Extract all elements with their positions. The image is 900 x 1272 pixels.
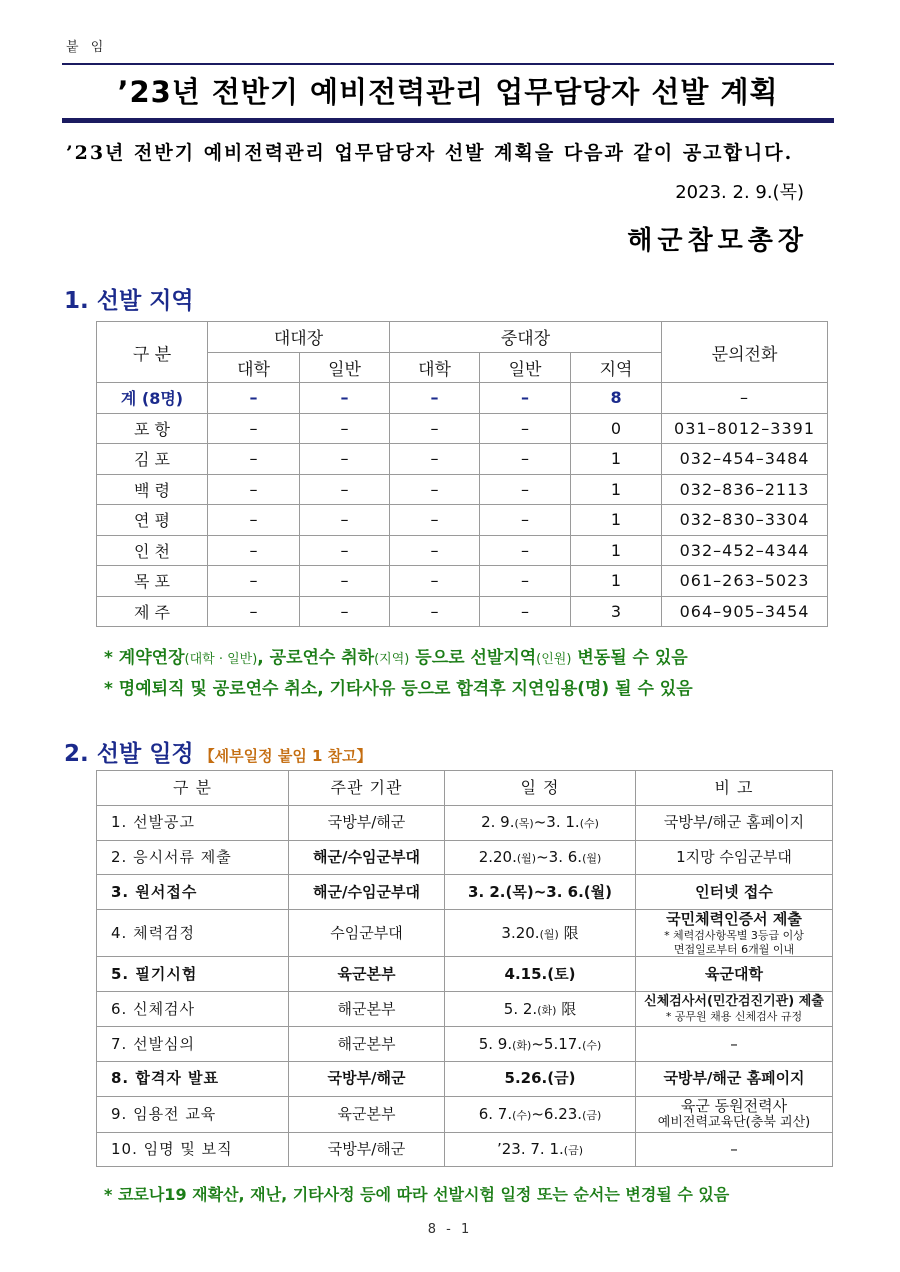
- cell: –: [480, 505, 571, 536]
- date-part: ~3. 6.: [533, 882, 584, 901]
- table-row: [97, 474, 828, 505]
- agency-cell: 해군/수임군부대: [289, 840, 445, 875]
- date-part: 4.15.: [504, 964, 548, 983]
- agency-cell: 해군본부: [289, 1027, 445, 1062]
- day-of-week: (금): [563, 1144, 583, 1158]
- cell: –: [208, 474, 300, 505]
- schedule-table: [96, 770, 833, 1167]
- remark-cell: –: [636, 1027, 833, 1062]
- phone-cell: 032–452–4344: [662, 535, 828, 566]
- day-of-week: (월): [582, 852, 602, 866]
- page-number: 8 - 1: [427, 1222, 473, 1237]
- remark-cell: [636, 910, 833, 957]
- schedule-cell: [445, 875, 636, 910]
- date-part: 6. 7.: [478, 1104, 513, 1123]
- header-agency: 주관 기관: [289, 771, 445, 806]
- cell: –: [390, 596, 480, 627]
- day-of-week: (토): [547, 964, 576, 983]
- cell: 1: [571, 444, 662, 475]
- day-of-week: (화): [537, 1003, 557, 1017]
- phone-cell: 061–263–5023: [662, 566, 828, 597]
- phone-cell: 032–830–3304: [662, 505, 828, 536]
- schedule-row: [97, 805, 833, 840]
- schedule-row: [97, 1132, 833, 1167]
- cell: –: [300, 383, 390, 414]
- table-row: [97, 505, 828, 536]
- cell: –: [390, 474, 480, 505]
- step-name: 7. 선발심의: [97, 1027, 289, 1062]
- phone-cell: 032–454–3484: [662, 444, 828, 475]
- cell: –: [300, 535, 390, 566]
- date-part: ~6.23.: [531, 1104, 583, 1123]
- cell: –: [480, 535, 571, 566]
- cell: –: [208, 444, 300, 475]
- date-part: ~3. 1.: [533, 813, 580, 832]
- region-table: [96, 321, 828, 627]
- schedule-row: [97, 992, 833, 1027]
- schedule-row: [97, 840, 833, 875]
- cell: –: [390, 505, 480, 536]
- step-name: 1. 선발공고: [97, 805, 289, 840]
- cell: –: [480, 383, 571, 414]
- header-category: 구 분: [97, 771, 289, 806]
- date-part: ’23. 7. 1.: [496, 1140, 564, 1159]
- step-name: 8. 합격자 발표: [97, 1061, 289, 1096]
- row-name: 백 령: [97, 474, 208, 505]
- cell: –: [480, 596, 571, 627]
- cell: 3: [571, 596, 662, 627]
- title-top-rule: [62, 63, 834, 65]
- remark-main: 국민체력인증서 제출: [666, 910, 802, 929]
- section-2-ref: 【세부일정 붙임 1 참고】: [199, 747, 372, 765]
- remark-cell: 육군대학: [636, 957, 833, 992]
- schedule-row: [97, 1096, 833, 1132]
- schedule-cell: [445, 1132, 636, 1167]
- remark-main: 육군 동원전력사: [680, 1096, 788, 1115]
- header-battalion: 대대장: [208, 322, 390, 353]
- agency-cell: 국방부/해군: [289, 1061, 445, 1096]
- row-name: 계 (8명): [97, 383, 208, 414]
- date-part: ~5.17.: [531, 1034, 583, 1053]
- date-part: 3. 2.: [468, 882, 506, 901]
- row-name: 목 포: [97, 566, 208, 597]
- cell: –: [208, 383, 300, 414]
- schedule-row: [97, 1027, 833, 1062]
- phone-cell: 031–8012–3391: [662, 413, 828, 444]
- note-text: (인원): [536, 652, 572, 667]
- schedule-cell: [445, 1096, 636, 1132]
- remark-note: * 체력검사항목별 3등급 이상: [664, 928, 804, 942]
- agency-cell: 수임군부대: [289, 910, 445, 957]
- date-part: 5. 2.: [503, 999, 538, 1018]
- row-name: 연 평: [97, 505, 208, 536]
- date-part: 5. 9.: [478, 1034, 513, 1053]
- cell: –: [300, 566, 390, 597]
- header-battalion-general: 일반: [300, 352, 390, 383]
- header-company-univ: 대학: [390, 352, 480, 383]
- day-of-week: (수): [579, 817, 599, 831]
- schedule-cell: [445, 840, 636, 875]
- step-name: 9. 임용전 교육: [97, 1096, 289, 1132]
- remark-cell: 1지망 수임군부대: [636, 840, 833, 875]
- remark-main: 신체검사서(민간검진기관) 제출: [644, 994, 824, 1010]
- row-name: 포 항: [97, 413, 208, 444]
- phone-cell: 064–905–3454: [662, 596, 828, 627]
- attachment-label: 붙 임: [66, 40, 108, 55]
- cell: –: [208, 505, 300, 536]
- agency-cell: 국방부/해군: [289, 1132, 445, 1167]
- cell: –: [208, 596, 300, 627]
- schedule-row: [97, 910, 833, 957]
- day-of-week: (월): [583, 882, 612, 901]
- step-name: 3. 원서접수: [97, 875, 289, 910]
- section-2-heading: [64, 735, 372, 768]
- region-note-2: * 명예퇴직 및 공로연수 취소, 기타사유 등으로 합격후 지연임용(명) 될 수 있음: [104, 679, 693, 699]
- remark-cell: 국방부/해군 홈페이지: [636, 805, 833, 840]
- day-of-week: (월): [516, 852, 537, 866]
- day-of-week: (월): [539, 927, 559, 941]
- agency-cell: 해군본부: [289, 992, 445, 1027]
- date-part: 5.26.: [504, 1069, 548, 1088]
- remark-cell: –: [636, 1132, 833, 1167]
- remark-cell: 인터넷 접수: [636, 875, 833, 910]
- schedule-row: [97, 957, 833, 992]
- row-name: 인 천: [97, 535, 208, 566]
- step-name: 6. 신체검사: [97, 992, 289, 1027]
- cell: –: [390, 566, 480, 597]
- cell: –: [208, 566, 300, 597]
- cell: –: [208, 413, 300, 444]
- schedule-cell: [445, 957, 636, 992]
- day-of-week: (금): [582, 1108, 602, 1122]
- region-note-1: [104, 643, 688, 668]
- row-name: 제 주: [97, 596, 208, 627]
- schedule-cell: [445, 910, 636, 957]
- cell: –: [300, 413, 390, 444]
- date-part: 限: [558, 923, 579, 942]
- table-row: [97, 596, 828, 627]
- date-part: 3.20.: [501, 923, 540, 942]
- page-title: ’23년 전반기 예비전력관리 업무담당자 선발 계획: [117, 75, 779, 109]
- phone-cell: –: [662, 383, 828, 414]
- cell: –: [300, 596, 390, 627]
- note-text: (지역): [374, 652, 410, 667]
- day-of-week: (수): [582, 1038, 602, 1052]
- note-text: 변동될 수 있음: [571, 648, 688, 668]
- total-row: [97, 383, 828, 414]
- cell: 1: [571, 505, 662, 536]
- remark-cell: 국방부/해군 홈페이지: [636, 1061, 833, 1096]
- remark-cell: [636, 1096, 833, 1132]
- remark-note: 예비전력교육단(충북 괴산): [657, 1115, 811, 1131]
- cell: –: [390, 535, 480, 566]
- schedule-cell: [445, 1061, 636, 1096]
- step-name: 4. 체력검정: [97, 910, 289, 957]
- cell: –: [480, 413, 571, 444]
- agency-cell: 해군/수임군부대: [289, 875, 445, 910]
- schedule-note: * 코로나19 재확산, 재난, 기타사정 등에 따라 선발시험 일정 또는 순서는 변경될 수 있음: [104, 1185, 730, 1204]
- phone-cell: 032–836–2113: [662, 474, 828, 505]
- remark-cell: [636, 992, 833, 1027]
- day-of-week: (화): [512, 1038, 532, 1052]
- cell: –: [300, 505, 390, 536]
- cell: –: [480, 444, 571, 475]
- cell: –: [480, 474, 571, 505]
- header-schedule: 일 정: [445, 771, 636, 806]
- date-part: 2. 9.: [481, 813, 515, 832]
- note-text: 등으로 선발지역: [409, 648, 537, 668]
- section-1-heading: 1. 선발 지역: [64, 288, 194, 314]
- header-company-region: 지역: [571, 352, 662, 383]
- cell: –: [208, 535, 300, 566]
- date-part: ~3. 6.: [536, 848, 583, 867]
- date-part: 2.20.: [478, 848, 517, 867]
- day-of-week: (수): [512, 1108, 532, 1122]
- cell: 1: [571, 474, 662, 505]
- section-2-title: 2. 선발 일정: [64, 741, 194, 767]
- table-row: [97, 566, 828, 597]
- day-of-week: (목): [514, 817, 534, 831]
- agency-cell: 국방부/해군: [289, 805, 445, 840]
- header-battalion-univ: 대학: [208, 352, 300, 383]
- date-part: 限: [556, 999, 577, 1018]
- table-row: [97, 413, 828, 444]
- cell: 1: [571, 535, 662, 566]
- schedule-cell: [445, 805, 636, 840]
- cell: –: [390, 444, 480, 475]
- header-company-general: 일반: [480, 352, 571, 383]
- agency-cell: 육군본부: [289, 1096, 445, 1132]
- note-text: (대학 · 일반): [184, 652, 258, 667]
- header-phone: 문의전화: [662, 322, 828, 383]
- step-name: 2. 응시서류 제출: [97, 840, 289, 875]
- remark-note: 면접일로부터 6개월 이내: [673, 942, 795, 956]
- day-of-week: (금): [547, 1069, 576, 1088]
- remark-note: * 공무원 채용 신체검사 규정: [665, 1010, 803, 1024]
- cell: –: [390, 413, 480, 444]
- day-of-week: (목): [505, 882, 534, 901]
- row-name: 김 포: [97, 444, 208, 475]
- announcement-date: 2023. 2. 9.(목): [675, 182, 804, 203]
- table-row: [97, 444, 828, 475]
- cell: 0: [571, 413, 662, 444]
- announcement-text: ’23년 전반기 예비전력관리 업무담당자 선발 계획을 다음과 같이 공고합니다.: [66, 142, 794, 164]
- cell: –: [480, 566, 571, 597]
- title-bottom-rule: [62, 118, 834, 123]
- cell: –: [390, 383, 480, 414]
- step-name: 10. 임명 및 보직: [97, 1132, 289, 1167]
- schedule-cell: [445, 992, 636, 1027]
- cell: –: [300, 474, 390, 505]
- cell: 1: [571, 566, 662, 597]
- schedule-row: [97, 1061, 833, 1096]
- header-company: 중대장: [390, 322, 662, 353]
- note-text: , 공로연수 취하: [257, 648, 375, 668]
- cell: 8: [571, 383, 662, 414]
- signer: 해군참모총장: [627, 226, 808, 256]
- schedule-cell: [445, 1027, 636, 1062]
- header-category: 구 분: [97, 322, 208, 383]
- agency-cell: 육군본부: [289, 957, 445, 992]
- step-name: 5. 필기시험: [97, 957, 289, 992]
- note-text: * 계약연장: [104, 648, 185, 668]
- cell: –: [300, 444, 390, 475]
- header-remarks: 비 고: [636, 771, 833, 806]
- schedule-row: [97, 875, 833, 910]
- table-row: [97, 535, 828, 566]
